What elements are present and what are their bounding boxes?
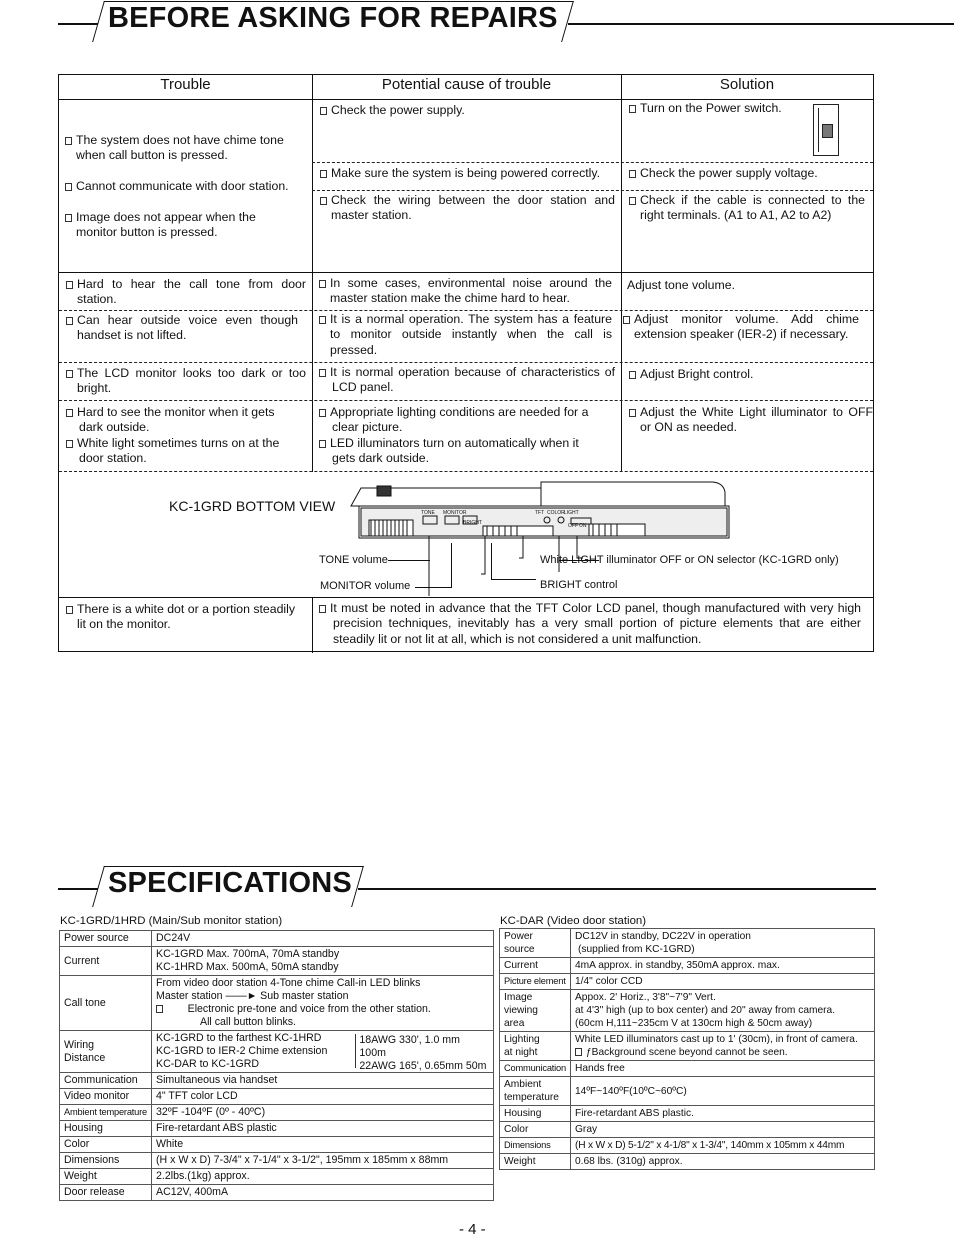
checkbox-icon: [319, 280, 326, 288]
trouble-item: There is a white dot or a portion steadily lit on the monitor.: [66, 602, 306, 633]
device-label-tone: TONE: [421, 510, 435, 516]
bottom-view-title: KC-1GRD BOTTOM VIEW: [169, 498, 336, 514]
trouble-item: Hard to see the monitor when it gets dark outside.: [66, 405, 296, 436]
table-row: Color Gray: [500, 1122, 875, 1138]
device-label-tft: TFT: [535, 510, 545, 516]
checkbox-icon: [319, 605, 326, 613]
repairs-banner: [58, 1, 954, 47]
table-row: Power source DC24V: [60, 931, 494, 947]
solution-item: Adjust the White Light illuminator to OFF or ON as needed.: [629, 405, 873, 436]
table-row: Communication Hands free: [500, 1061, 875, 1077]
checkbox-icon: [319, 409, 326, 417]
header-solution: Solution: [719, 76, 775, 93]
callout-bright-control: BRIGHT control: [540, 579, 618, 591]
cause-item: Check the power supply.: [320, 103, 615, 118]
device-label-light: LIGHT: [564, 510, 579, 516]
callout-tone-volume: TONE volume: [319, 554, 388, 566]
table-row: Housing Fire-retardant ABS plastic: [60, 1121, 494, 1137]
trouble-item: The system does not have chime tone when call button is pressed.: [65, 133, 305, 164]
trouble-table: [58, 74, 874, 652]
trouble-item: White light sometimes turns on at the door station.: [66, 436, 296, 467]
table-row: Dimensions (H x W x D) 7-3/4" x 7-1/4" x 3-1/2", 195mm x 185mm x 88mm: [60, 1153, 494, 1169]
checkbox-icon: [66, 370, 73, 378]
checkbox-icon: [156, 1005, 163, 1013]
table-row: Communication Simultaneous via handset: [60, 1073, 494, 1089]
arrow-right-icon: ——►: [225, 990, 258, 1002]
device-label-color: COLOR: [547, 510, 565, 516]
callout-white-light-selector: White LIGHT illuminator OFF or ON selector (KC-1GRD only): [540, 554, 839, 566]
table-row: Lighting at night White LED illuminators cast up to 1' (30cm), in front of camera. ƒBackground scene beyond cannot be seen.: [500, 1032, 875, 1061]
checkbox-icon: [629, 371, 636, 379]
checkbox-icon: [623, 316, 630, 324]
trouble-item: Image does not appear when the monitor button is pressed.: [65, 210, 265, 241]
checkbox-icon: [575, 1048, 582, 1056]
cause-item: It must be noted in advance that the TFT Color LCD panel, though manufactured with very high precision techniques, inevitably has a very small portion of picture elements that are either steadily lit or not lit at all, which is not considered a unit malfunction.: [319, 601, 861, 647]
specs-title: SPECIFICATIONS: [108, 867, 352, 899]
trouble-item: The LCD monitor looks too dark or too bright.: [66, 366, 306, 397]
device-label-monitor: MONITOR: [443, 510, 467, 516]
checkbox-icon: [320, 107, 327, 115]
checkbox-icon: [65, 137, 72, 145]
trouble-item: Cannot communicate with door station.: [65, 179, 305, 194]
table-row: Door release AC12V, 400mA: [60, 1185, 494, 1201]
table-row: Picture element 1/4" color CCD: [500, 974, 875, 990]
table-row: Call tone From video door station 4-Tone chime Call-in LED blinks Master station ——► Sub master station Electronic pre-tone and voice from the other station. All call button blinks.: [60, 976, 494, 1031]
checkbox-icon: [320, 197, 327, 205]
cause-item: Check the wiring between the door station and master station.: [320, 193, 615, 224]
checkbox-icon: [65, 214, 72, 222]
solution-item: Adjust Bright control.: [629, 367, 865, 382]
table-row: Wiring Distance KC-1GRD to the farthest KC-1HRD KC-1GRD to IER-2 Chime extension KC-DAR to KC-1GRD 18AWG 330', 1.0 mm 100m 22AWG 165', 0.65mm 50m: [60, 1031, 494, 1073]
spec-left-caption: KC-1GRD/1HRD (Main/Sub monitor station): [60, 915, 283, 927]
table-row: Weight 0.68 lbs. (310g) approx.: [500, 1154, 875, 1170]
header-trouble: Trouble: [160, 76, 211, 93]
trouble-item: Can hear outside voice even though handset is not lifted.: [66, 313, 298, 344]
table-row: Power source DC12V in standby, DC22V in operation (supplied from KC-1GRD): [500, 929, 875, 958]
cause-item: It is a normal operation. The system has a feature to monitor outside instantly when the call is pressed.: [319, 312, 612, 358]
checkbox-icon: [66, 440, 73, 448]
table-row: Image viewing area Appox. 2' Horiz., 3'8"~7'9" Vert. at 4'3" high (up to box center) and 20" away from camera. (60cm H,111~235cm V at 130cm high & 50cm away): [500, 990, 875, 1032]
checkbox-icon: [319, 316, 326, 324]
page-number: - 4 -: [459, 1221, 486, 1238]
repairs-title: BEFORE ASKING FOR REPAIRS: [108, 2, 558, 34]
checkbox-icon: [629, 170, 636, 178]
checkbox-icon: [629, 197, 636, 205]
checkbox-icon: [66, 317, 73, 325]
checkbox-icon: [66, 409, 73, 417]
solution-item: Check if the cable is connected to the right terminals. (A1 to A1, A2 to A2): [629, 193, 865, 224]
checkbox-icon: [66, 281, 73, 289]
f-icon: ƒ: [586, 1047, 592, 1058]
table-row: Weight 2.2lbs.(1kg) approx.: [60, 1169, 494, 1185]
table-row: Current KC-1GRD Max. 700mA, 70mA standby KC-1HRD Max. 500mA, 50mA standby: [60, 947, 494, 976]
solution-item: Adjust tone volume.: [627, 278, 736, 292]
spec-right-caption: KC-DAR (Video door station): [500, 915, 647, 927]
checkbox-icon: [320, 170, 327, 178]
power-switch-icon: [813, 104, 839, 156]
checkbox-icon: [65, 183, 72, 191]
checkbox-icon: [629, 409, 636, 417]
device-label-on: ON: [579, 523, 587, 529]
cause-item: In some cases, environmental noise around the master station make the chime hard to hear.: [319, 276, 612, 307]
table-row: Ambient temperature 32ºF -104ºF (0º - 40ºC): [60, 1105, 494, 1121]
solution-item: Check the power supply voltage.: [629, 166, 867, 181]
device-label-off: OFF: [568, 523, 578, 529]
table-row: Current 4mA approx. in standby, 350mA approx. max.: [500, 958, 875, 974]
table-row: Video monitor 4" TFT color LCD: [60, 1089, 494, 1105]
table-row: Housing Fire-retardant ABS plastic.: [500, 1106, 875, 1122]
table-row: Dimensions (H x W x D) 5-1/2" x 4-1/8" x 1-3/4", 140mm x 105mm x 44mm: [500, 1138, 875, 1154]
solution-item: Adjust monitor volume. Add chime extension speaker (IER-2) if necessary.: [623, 312, 859, 343]
spec-right-table: [499, 928, 875, 1170]
table-row: Color White: [60, 1137, 494, 1153]
cause-item: Appropriate lighting conditions are needed for a clear picture.: [319, 405, 601, 436]
checkbox-icon: [319, 440, 326, 448]
cause-item: Make sure the system is being powered correctly.: [320, 166, 615, 181]
checkbox-icon: [319, 369, 326, 377]
cause-item: It is normal operation because of characteristics of LCD panel.: [319, 365, 615, 396]
header-cause: Potential cause of trouble: [381, 76, 552, 93]
checkbox-icon: [629, 105, 636, 113]
callout-monitor-volume: MONITOR volume: [320, 580, 411, 592]
table-row: Ambient temperature 14ºF~140ºF(10ºC~60ºC): [500, 1077, 875, 1106]
trouble-item: Hard to hear the call tone from door station.: [66, 277, 306, 308]
solution-item: Turn on the Power switch.: [629, 101, 804, 116]
checkbox-icon: [66, 606, 73, 614]
cause-item: LED illuminators turn on automatically when it gets dark outside.: [319, 436, 601, 467]
spec-left-table: [59, 930, 494, 1201]
device-label-bright: BRIGHT: [463, 520, 482, 526]
specs-banner: [58, 866, 876, 912]
